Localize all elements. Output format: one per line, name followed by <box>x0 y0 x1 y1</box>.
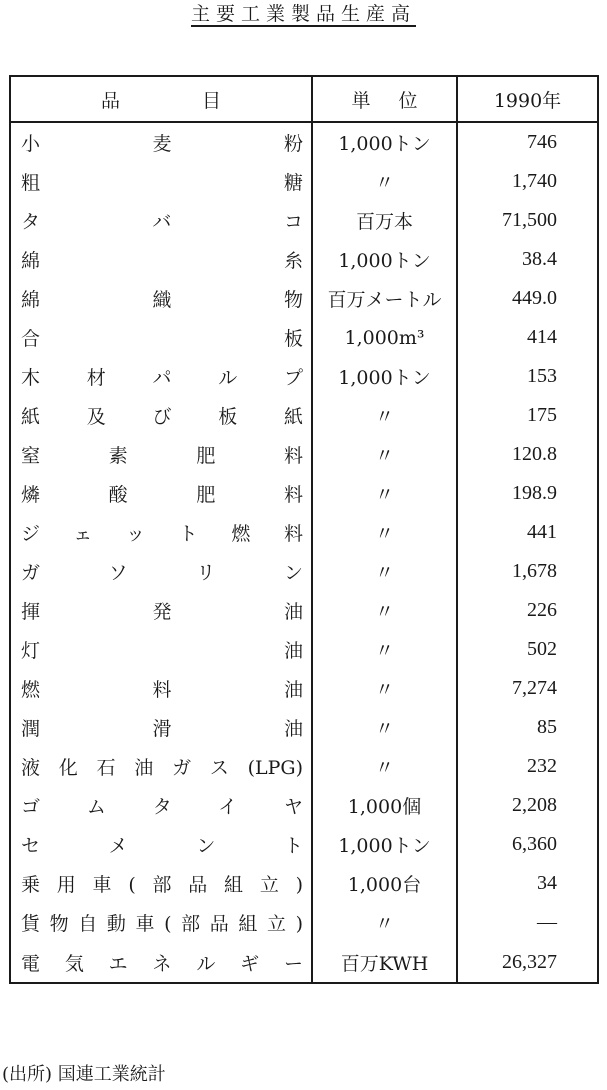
item-name: 小麦粉 <box>21 133 303 155</box>
item-cell <box>10 279 312 318</box>
item-cell <box>10 669 312 708</box>
unit-cell: 1,000トン <box>312 825 457 864</box>
item-name: 電気エネルギー <box>21 952 303 975</box>
value-cell: 502 <box>457 630 598 669</box>
table-row <box>10 747 598 786</box>
value-cell: 175 <box>457 396 598 435</box>
item-cell <box>10 513 312 552</box>
item-name: 液化石油ガス(LPG) <box>21 757 303 779</box>
table-row <box>10 279 598 318</box>
table-row <box>10 708 598 747</box>
item-cell <box>10 357 312 396</box>
unit-cell: 〃 <box>312 513 457 552</box>
table-row <box>10 591 598 630</box>
item-cell <box>10 864 312 903</box>
item-name: 粗糖 <box>21 172 303 194</box>
item-cell <box>10 786 312 825</box>
item-name: 綿織物 <box>21 289 303 311</box>
table-body <box>10 122 598 983</box>
item-name: セメント <box>21 835 303 857</box>
value-cell: 441 <box>457 513 598 552</box>
table-row <box>10 474 598 513</box>
unit-cell: 1,000トン <box>312 357 457 396</box>
item-name: ジェット燃料 <box>21 523 303 545</box>
page-title <box>0 0 607 30</box>
production-table <box>9 75 599 984</box>
unit-cell: 1,000トン <box>312 240 457 279</box>
unit-cell: 〃 <box>312 747 457 786</box>
value-cell: — <box>457 903 598 942</box>
value-cell: 232 <box>457 747 598 786</box>
item-name: 合板 <box>21 328 303 350</box>
value-cell: 85 <box>457 708 598 747</box>
value-cell: 226 <box>457 591 598 630</box>
value-cell: 198.9 <box>457 474 598 513</box>
unit-cell: 1,000台 <box>312 864 457 903</box>
value-cell: 34 <box>457 864 598 903</box>
item-name: ガソリン <box>21 562 303 584</box>
item-cell <box>10 201 312 240</box>
unit-cell: 百万KWH <box>312 942 457 983</box>
value-cell: 746 <box>457 122 598 162</box>
value-cell: 26,327 <box>457 942 598 983</box>
item-cell <box>10 474 312 513</box>
item-name: 揮発油 <box>21 601 303 623</box>
table-row <box>10 240 598 279</box>
item-name: タバコ <box>21 211 303 233</box>
value-cell: 38.4 <box>457 240 598 279</box>
item-name: 灯油 <box>21 640 303 662</box>
item-cell <box>10 942 312 983</box>
table-row <box>10 903 598 942</box>
item-cell <box>10 903 312 942</box>
unit-cell: 1,000m³ <box>312 318 457 357</box>
unit-cell: 百万メートル <box>312 279 457 318</box>
item-cell <box>10 240 312 279</box>
item-name: ゴムタイヤ <box>21 796 303 818</box>
item-name: 綿糸 <box>21 250 303 272</box>
table-row <box>10 786 598 825</box>
item-cell <box>10 630 312 669</box>
item-cell <box>10 591 312 630</box>
table-row <box>10 552 598 591</box>
table-row <box>10 357 598 396</box>
unit-cell: 〃 <box>312 591 457 630</box>
unit-cell: 〃 <box>312 474 457 513</box>
unit-cell: 〃 <box>312 552 457 591</box>
unit-cell: 〃 <box>312 396 457 435</box>
value-cell: 153 <box>457 357 598 396</box>
unit-cell: 百万本 <box>312 201 457 240</box>
item-cell <box>10 318 312 357</box>
table-row <box>10 318 598 357</box>
table-row <box>10 396 598 435</box>
value-cell: 1,678 <box>457 552 598 591</box>
unit-cell: 〃 <box>312 162 457 201</box>
table-row <box>10 122 598 162</box>
item-cell <box>10 708 312 747</box>
item-name: 燐酸肥料 <box>21 484 303 506</box>
table-row <box>10 162 598 201</box>
item-name: 窒素肥料 <box>21 445 303 467</box>
value-cell: 1,740 <box>457 162 598 201</box>
item-name: 紙及び板紙 <box>21 406 303 428</box>
table-row <box>10 201 598 240</box>
item-cell <box>10 435 312 474</box>
item-cell <box>10 825 312 864</box>
source-note: (出所) 国連工業統計 <box>2 1064 166 1085</box>
value-cell: 414 <box>457 318 598 357</box>
column-header-year: 1990年 <box>457 76 598 122</box>
table-row <box>10 513 598 552</box>
table-row <box>10 825 598 864</box>
table-row <box>10 630 598 669</box>
item-name: 燃料油 <box>21 679 303 701</box>
item-name: 潤滑油 <box>21 718 303 740</box>
value-cell: 2,208 <box>457 786 598 825</box>
table-row <box>10 669 598 708</box>
table-header-row <box>10 76 598 122</box>
table-row <box>10 864 598 903</box>
column-header-item: 品目 <box>10 76 312 122</box>
unit-cell: 1,000個 <box>312 786 457 825</box>
value-cell: 449.0 <box>457 279 598 318</box>
page-title-text: 主要工業製品生産高 <box>190 3 416 25</box>
item-cell <box>10 162 312 201</box>
value-cell: 7,274 <box>457 669 598 708</box>
unit-cell: 〃 <box>312 435 457 474</box>
item-cell <box>10 552 312 591</box>
item-name: 乗用車(部品組立) <box>21 874 303 896</box>
value-cell: 71,500 <box>457 201 598 240</box>
item-cell <box>10 396 312 435</box>
unit-cell: 〃 <box>312 708 457 747</box>
value-cell: 6,360 <box>457 825 598 864</box>
column-header-unit: 単位 <box>312 76 457 122</box>
unit-cell: 〃 <box>312 903 457 942</box>
unit-cell: 1,000トン <box>312 122 457 162</box>
item-cell <box>10 747 312 786</box>
item-name: 木材パルプ <box>21 367 303 389</box>
table-row <box>10 435 598 474</box>
item-cell <box>10 122 312 162</box>
item-name: 貨物自動車(部品組立) <box>21 913 303 935</box>
unit-cell: 〃 <box>312 630 457 669</box>
unit-cell: 〃 <box>312 669 457 708</box>
value-cell: 120.8 <box>457 435 598 474</box>
table-row <box>10 942 598 983</box>
